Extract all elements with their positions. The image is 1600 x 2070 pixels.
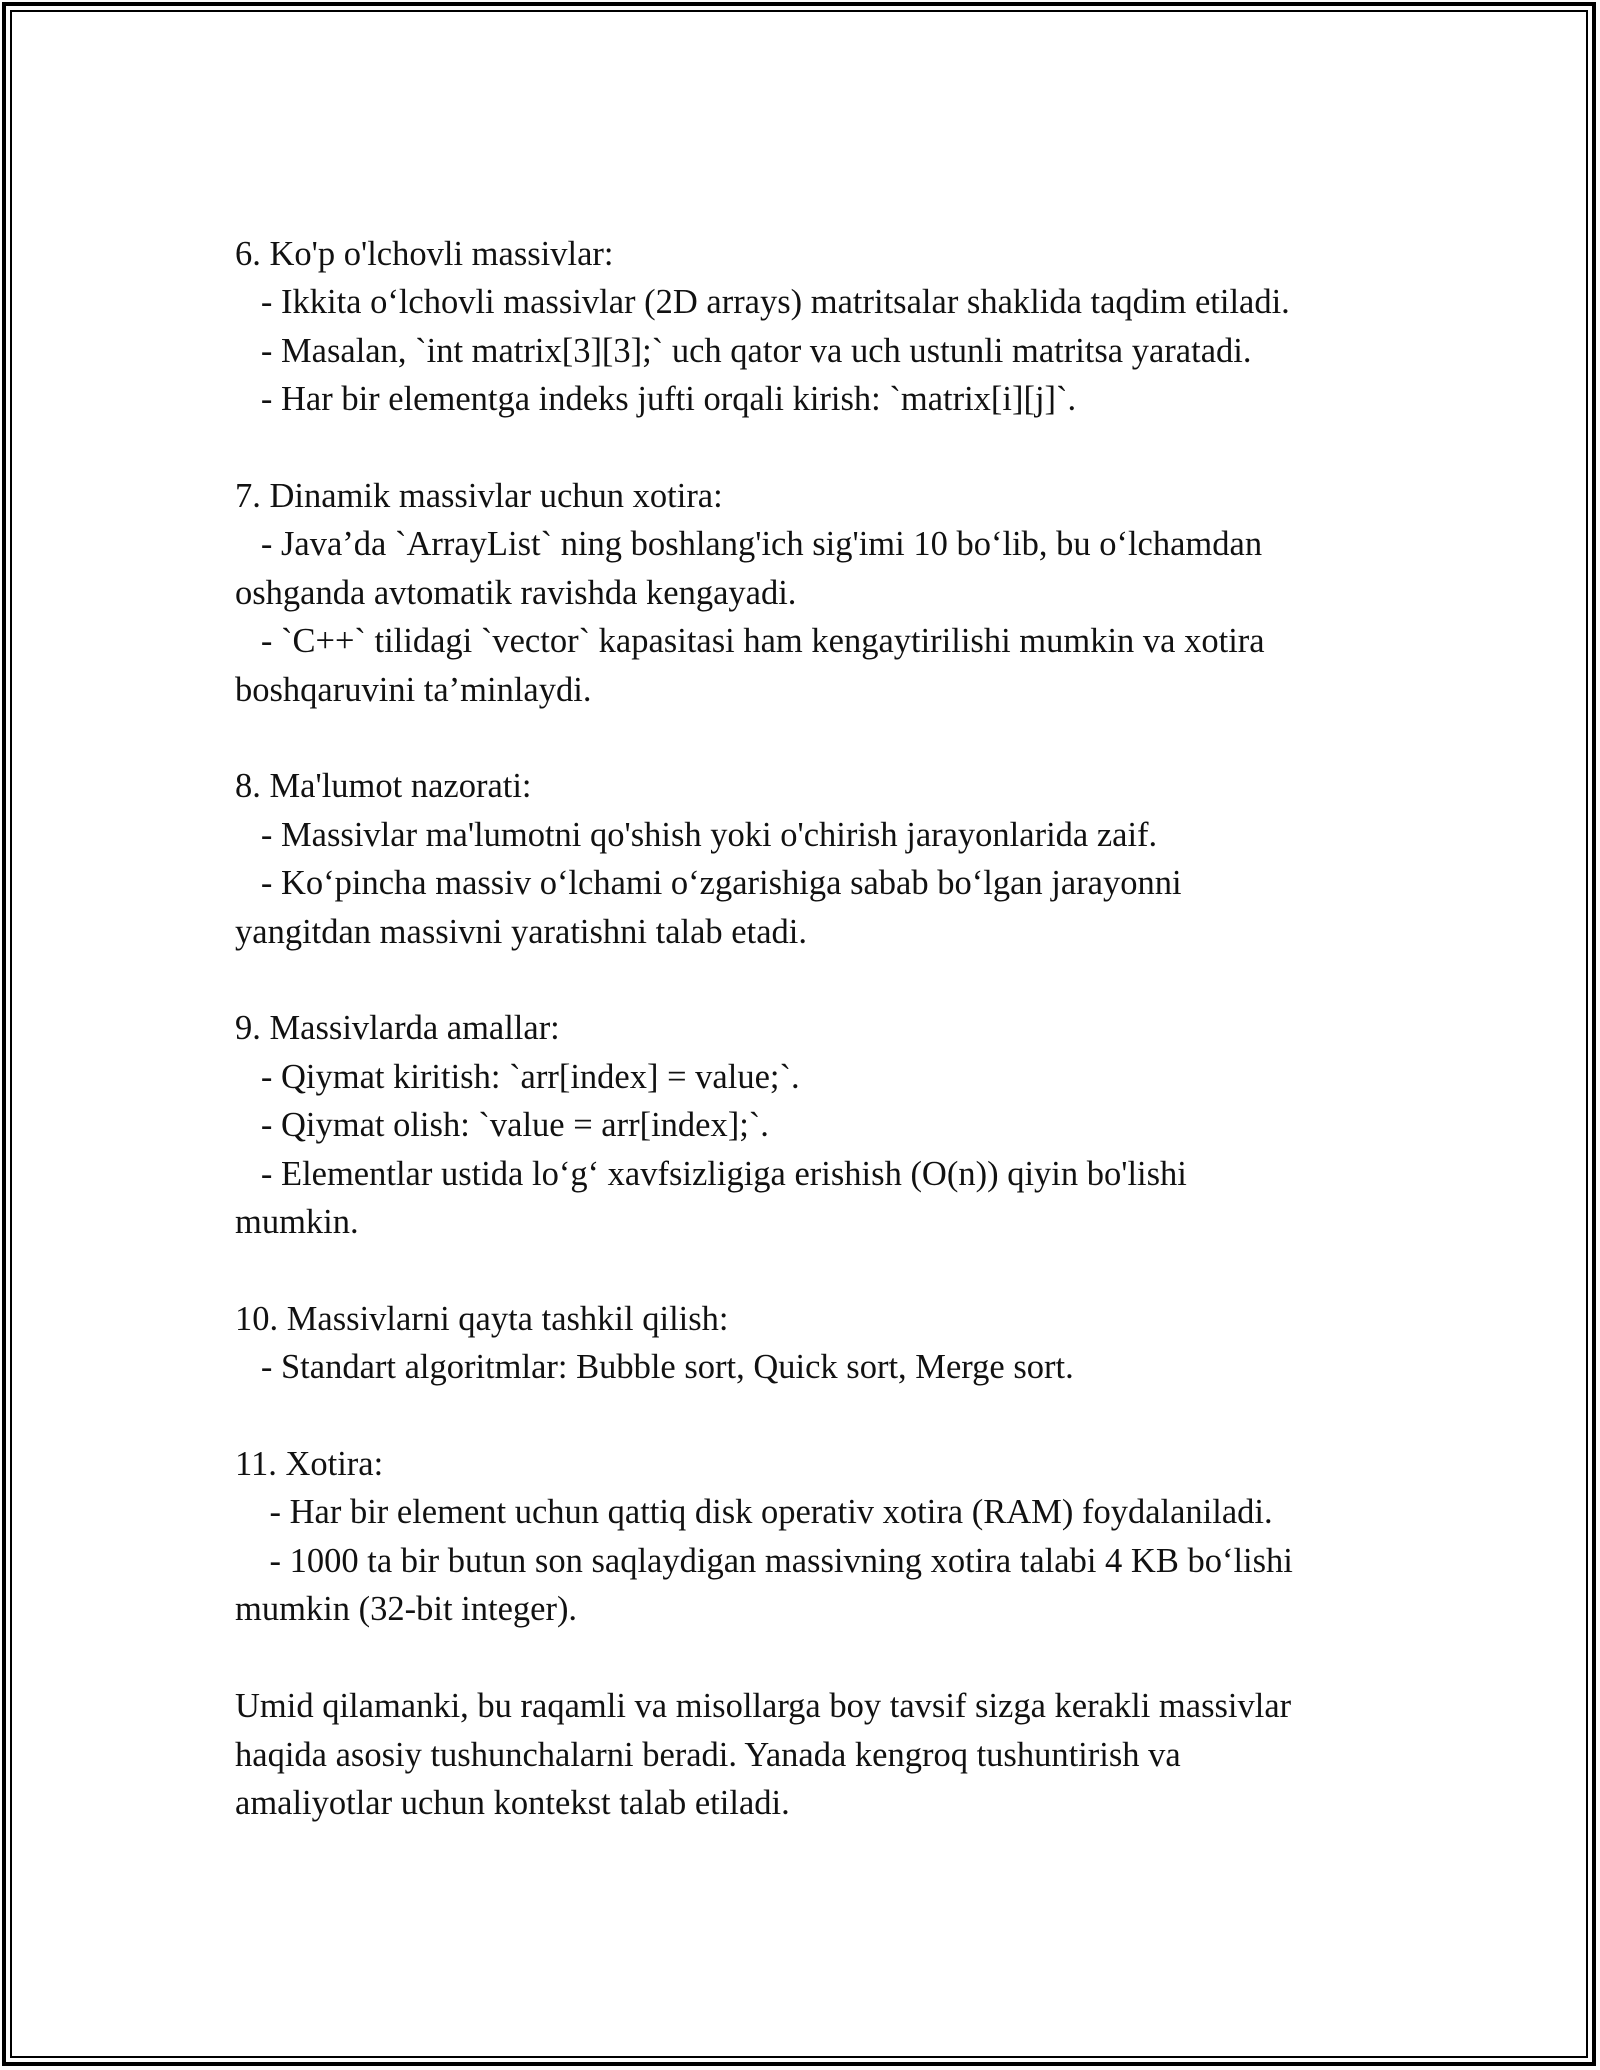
section-heading: 9. Massivlarda amallar:: [235, 1009, 560, 1048]
section-heading: 8. Ma'lumot nazorati:: [235, 767, 532, 806]
section-line: boshqaruvini ta’minlaydi.: [235, 670, 592, 709]
section-line: - `C++` tilidagi `vector` kapasitasi ham kengaytirilishi mumkin va xotira: [235, 622, 1265, 661]
section-10: [235, 1295, 1395, 1392]
section-line: oshganda avtomatik ravishda kengayadi.: [235, 573, 797, 612]
section-7: [235, 472, 1395, 714]
spacer: [235, 1246, 1395, 1294]
section-line: - Java’da `ArrayList` ning boshlang'ich sig'imi 10 bo‘lib, bu o‘lchamdan: [235, 525, 1263, 564]
section-line: - Har bir elementga indeks jufti orqali kirish: `matrix[i][j]`.: [235, 380, 1077, 419]
section-line: - Qiymat olish: `value = arr[index];`.: [235, 1106, 769, 1145]
section-9: [235, 1004, 1395, 1246]
spacer: [235, 1392, 1395, 1440]
section-8: [235, 762, 1395, 956]
closing-line: haqida asosiy tushunchalarni beradi. Yanada kengroq tushuntirish va: [235, 1735, 1181, 1774]
spacer: [235, 1634, 1395, 1682]
section-line: - Masalan, `int matrix[3][3];` uch qator va uch ustunli matritsa yaratadi.: [235, 331, 1252, 370]
document-body: [235, 230, 1395, 1827]
section-line: - Standart algoritmlar: Bubble sort, Quick sort, Merge sort.: [235, 1348, 1074, 1387]
closing-paragraph: [235, 1682, 1395, 1827]
section-heading: 7. Dinamik massivlar uchun xotira:: [235, 477, 723, 516]
section-heading: 6. Ko'p o'lchovli massivlar:: [235, 235, 614, 273]
spacer: [235, 424, 1395, 472]
closing-line: amaliyotlar uchun kontekst talab etiladi.: [235, 1783, 790, 1822]
section-11: [235, 1440, 1395, 1634]
closing-line: Umid qilamanki, bu raqamli va misollarga boy tavsif sizga kerakli massivlar: [235, 1687, 1292, 1726]
section-line: - Qiymat kiritish: `arr[index] = value;`.: [235, 1057, 800, 1096]
section-line: - Elementlar ustida lo‘g‘ xavfsizligiga erishish (O(n)) qiyin bo'lishi: [235, 1154, 1187, 1193]
section-line: - Ko‘pincha massiv o‘lchami o‘zgarishiga sabab bo‘lgan jarayonni: [235, 864, 1182, 903]
section-line: - Har bir element uchun qattiq disk operativ xotira (RAM) foydalaniladi.: [235, 1493, 1273, 1532]
section-line: - Massivlar ma'lumotni qo'shish yoki o'chirish jarayonlarida zaif.: [235, 815, 1158, 854]
section-heading: 11. Xotira:: [235, 1445, 384, 1484]
section-line: - Ikkita o‘lchovli massivlar (2D arrays) matritsalar shaklida taqdim etiladi.: [235, 283, 1290, 322]
section-line: mumkin.: [235, 1203, 359, 1242]
spacer: [235, 956, 1395, 1004]
section-6: [235, 230, 1395, 424]
spacer: [235, 714, 1395, 762]
section-heading: 10. Massivlarni qayta tashkil qilish:: [235, 1299, 729, 1338]
section-line: - 1000 ta bir butun son saqlaydigan massivning xotira talabi 4 KB bo‘lishi: [235, 1541, 1293, 1580]
section-line: yangitdan massivni yaratishni talab etadi.: [235, 912, 807, 951]
section-line: mumkin (32-bit integer).: [235, 1590, 578, 1629]
